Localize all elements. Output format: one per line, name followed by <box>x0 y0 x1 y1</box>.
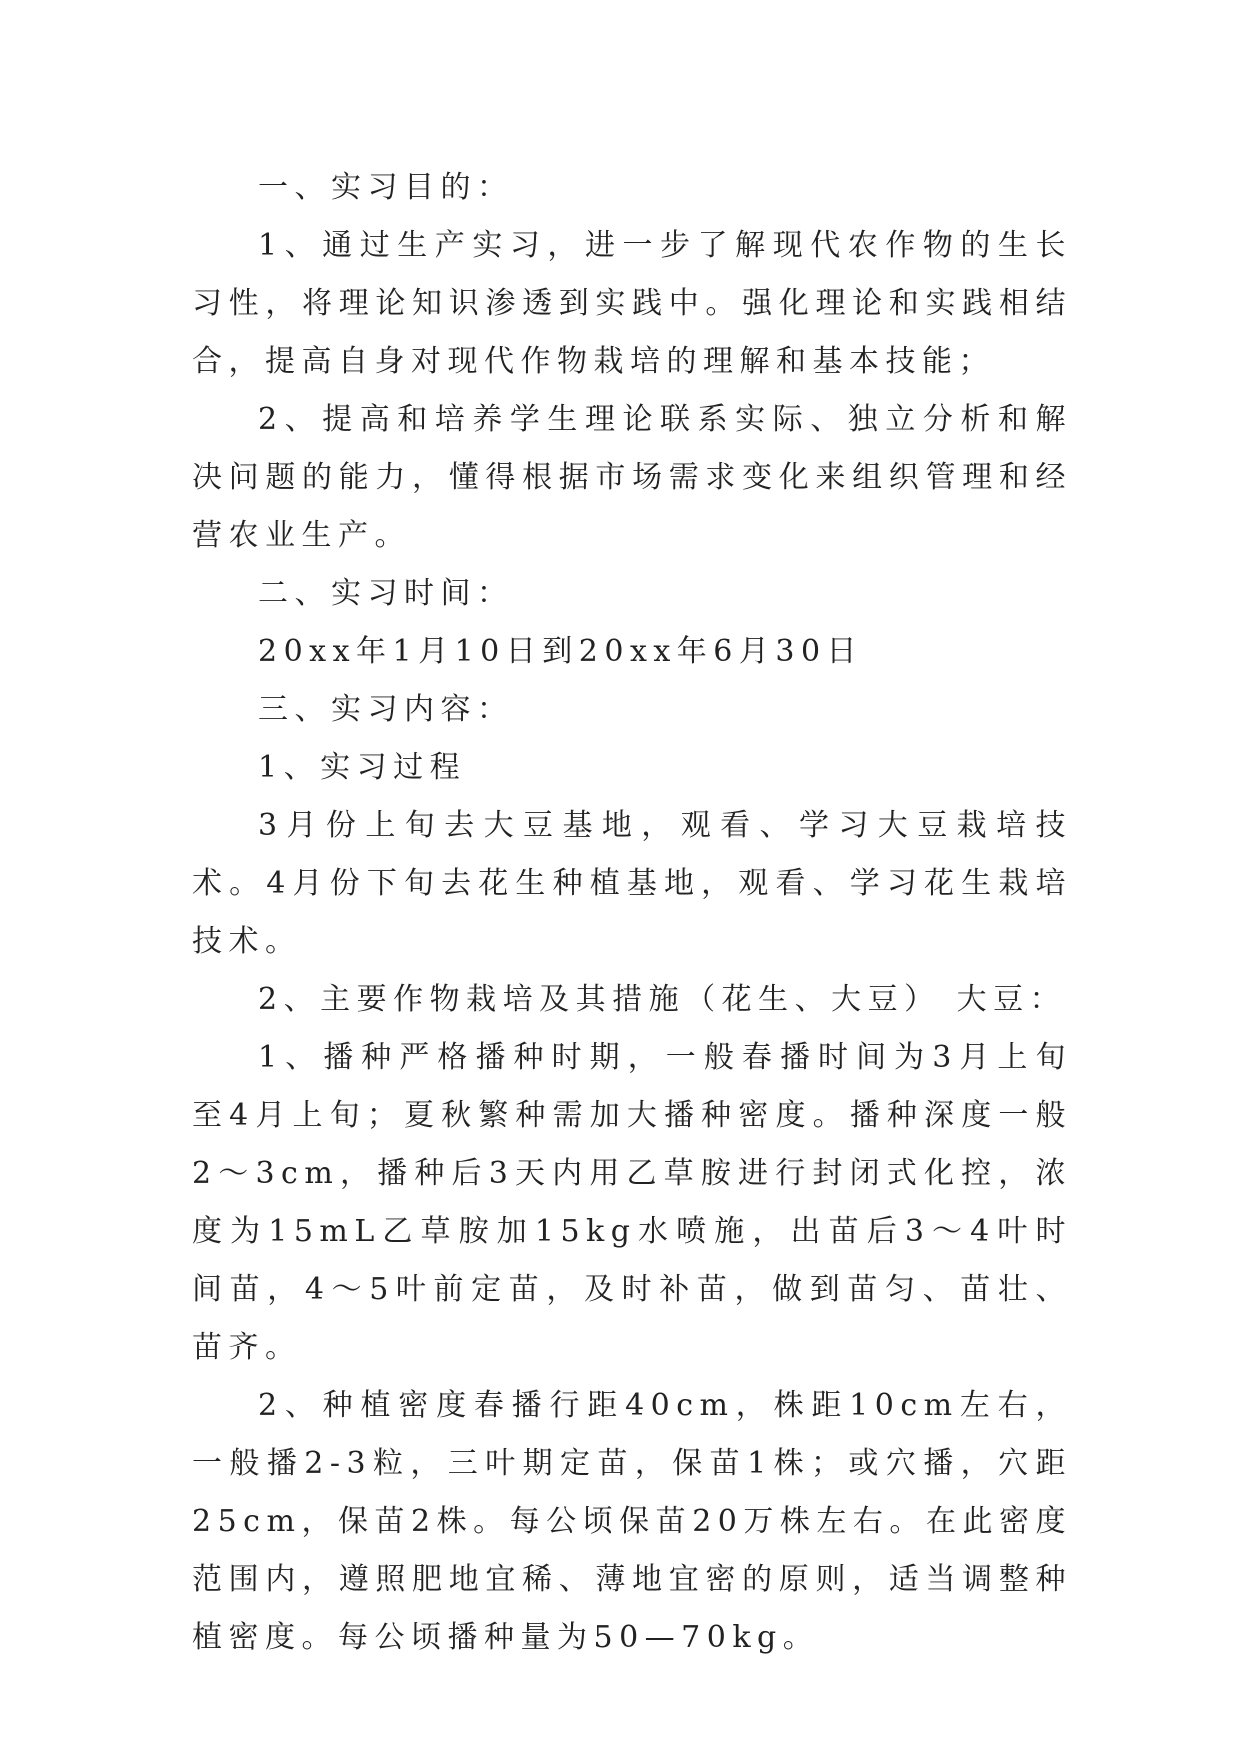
section-heading-time: 二、实习时间： <box>258 576 514 611</box>
paragraph-process: 3月份上旬去大豆基地，观看、学习大豆栽培技术。4月份下旬去花生种植基地，观看、学习花生栽培技术。 <box>192 808 1072 959</box>
paragraph-purpose-1: 1、通过生产实习，进一步了解现代农作物的生长习性，将理论知识渗透到实践中。强化理论和实践相结合，提高自身对现代作物栽培的理解和基本技能； <box>192 228 1072 379</box>
document-body <box>192 159 1072 1667</box>
subheading-crops: 2、主要作物栽培及其措施（花生、大豆） 大豆： <box>258 982 1067 1017</box>
subheading-process: 1、实习过程 <box>258 750 467 785</box>
paragraph-purpose-2: 2、提高和培养学生理论联系实际、独立分析和解决问题的能力，懂得根据市场需求变化来组织管理和经营农业生产。 <box>192 402 1072 553</box>
paragraph-sowing: 1、播种严格播种时期，一般春播时间为3月上旬至4月上旬；夏秋繁种需加大播种密度。播种深度一般2～3cm，播种后3天内用乙草胺进行封闭式化控，浓度为15mL乙草胺加15kg水喷施，出苗后3～4叶时间苗，4～5叶前定苗，及时补苗，做到苗匀、苗壮、苗齐。 <box>192 1040 1072 1365</box>
paragraph-density: 2、种植密度春播行距40cm，株距10cm左右，一般播2-3粒，三叶期定苗，保苗1株；或穴播，穴距25cm，保苗2株。每公顷保苗20万株左右。在此密度范围内，遵照肥地宜稀、薄地宜密的原则，适当调整种植密度。每公顷播种量为50—70kg。 <box>192 1388 1072 1655</box>
paragraph-time: 20xx年1月10日到20xx年6月30日 <box>258 634 864 669</box>
section-heading-purpose: 一、实习目的： <box>258 170 514 205</box>
section-heading-content: 三、实习内容： <box>258 692 514 727</box>
